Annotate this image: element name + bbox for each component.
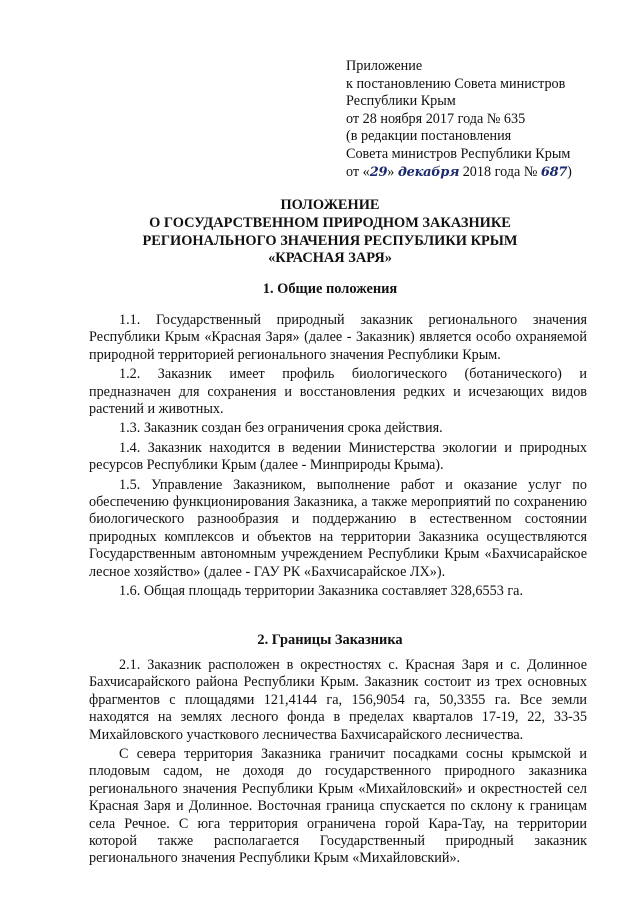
section-1-heading: 1. Общие положения <box>262 281 398 297</box>
document-title <box>60 197 600 268</box>
appendix-line-1: Приложение <box>346 58 423 74</box>
title-line-4: «КРАСНАЯ ЗАРЯ» <box>268 250 392 267</box>
appendix-block <box>346 58 626 181</box>
date-close: ) <box>567 163 572 180</box>
paragraph-2-2: С севера территория Заказника граничит посадками сосны крымской и плодовым садом, не доходя до государственного природного заказника регионального значения Республики Крым «Михайловский» и окрестностей сел Красная Заря и Долинное. Восточная граница спускается по склону к границам села Речное. С юга территория ограничена горой Кара-Тау, на территории которой также располагается Государственный природный заказник регионального значения Республики Крым «Михайловский». <box>89 746 587 867</box>
handwritten-day: 29 <box>369 164 388 180</box>
date-year: 2018 года № <box>459 163 541 180</box>
handwritten-number: 687 <box>540 164 568 180</box>
paragraph-1-1: 1.1. Государственный природный заказник регионального значения Республики Крым «Красная Заря» (далее - Заказник) является особо охраняемой природной территорией регионального значения Республики Крым. <box>89 312 587 363</box>
paragraph-1-5: 1.5. Управление Заказником, выполнение работ и оказание услуг по обеспечению функционирования Заказника, а также мероприятий по сохранению биологического разнообразия и поддержанию в естественном состоянии природных комплексов и объектов на территории Заказника осуществляются Государственным автономным учреждением Республики Крым «Бахчисарайское лесное хозяйство» (далее - ГАУ РК «Бахчисарайское ЛХ»). <box>89 476 587 580</box>
appendix-line-2: к постановлению Совета министров <box>346 75 566 92</box>
paragraph-2-1: 2.1. Заказник расположен в окрестностях с. Красная Заря и с. Долинное Бахчисарайского района Республики Крым. Заказник состоит из трех основных фрагментов с площадями 121,4144 га, 156,9054 га, 50,3355 га. Все земли находятся на землях лесного фонда в пределах кварталов 17-19, 22, 33-35 Михайловского участкового лесничества Бахчисарайского лесничества. <box>89 657 587 743</box>
paragraph-1-3: 1.3. Заказник создан без ограничения срока действия. <box>119 420 443 437</box>
section-2-body <box>89 657 587 868</box>
date-mid: » <box>387 163 398 180</box>
title-line-2: О ГОСУДАРСТВЕННОМ ПРИРОДНОМ ЗАКАЗНИКЕ <box>149 214 511 231</box>
title-line-1: ПОЛОЖЕНИЕ <box>280 197 380 213</box>
paragraph-1-2: 1.2. Заказник имеет профиль биологического (ботанического) и предназначен для сохранения и восстановления редких и исчезающих видов растений и животных. <box>89 366 587 418</box>
paragraph-1-6: 1.6. Общая площадь территории Заказника составляет 328,6553 га. <box>119 583 523 600</box>
appendix-line-5: (в редакции постановления <box>346 128 512 145</box>
title-line-3: РЕГИОНАЛЬНОГО ЗНАЧЕНИЯ РЕСПУБЛИКИ КРЫМ <box>142 232 518 249</box>
appendix-line-4: от 28 ноября 2017 года № 635 <box>346 110 526 127</box>
handwritten-month: декабря <box>397 164 460 180</box>
appendix-line-7 <box>346 164 626 182</box>
appendix-line-3: Республики Крым <box>346 93 456 110</box>
paragraph-1-4: 1.4. Заказник находится в ведении Министерства экологии и природных ресурсов Республики Крым (далее - Минприроды Крыма). <box>89 439 587 474</box>
section-1-body <box>89 312 587 601</box>
section-2-heading: 2. Границы Заказника <box>257 632 403 648</box>
appendix-line-6: Совета министров Республики Крым <box>346 145 571 162</box>
date-prefix: от « <box>346 163 370 180</box>
